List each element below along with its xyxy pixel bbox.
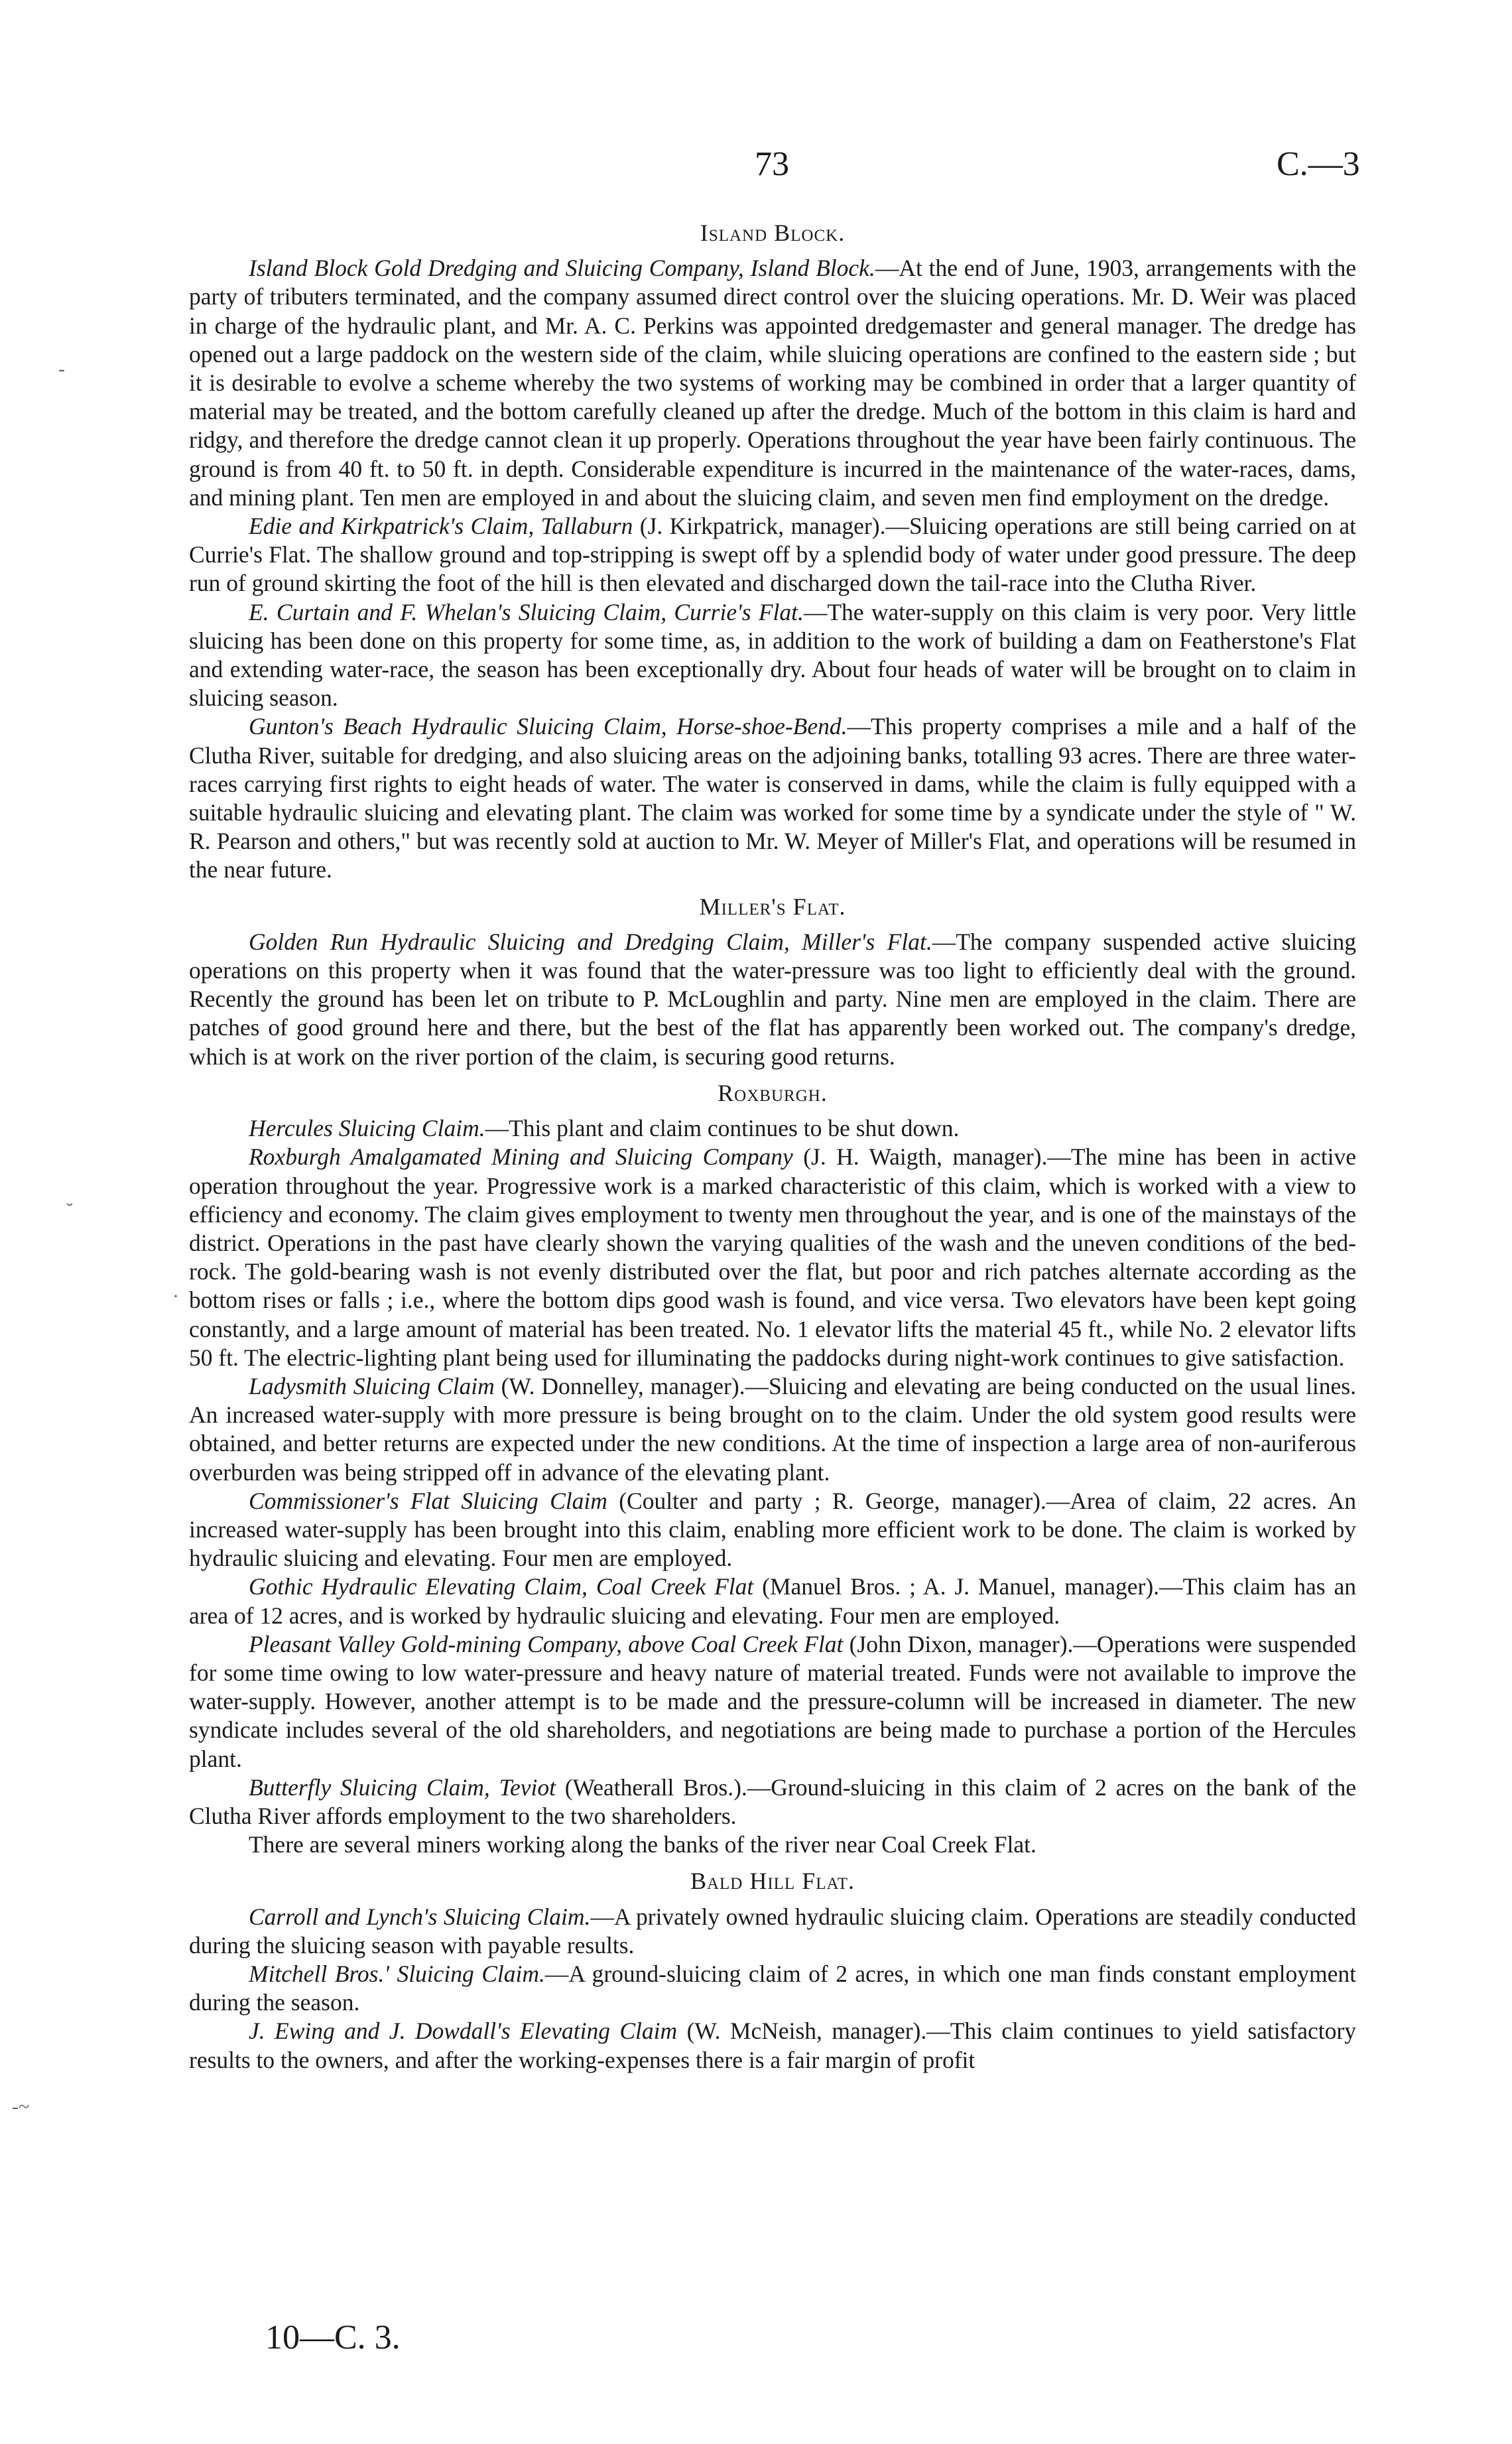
margin-mark: - <box>58 358 65 380</box>
paragraph <box>189 2017 1356 2074</box>
paragraph-text: —This plant and claim continues to be shut down. <box>485 1115 960 1142</box>
claim-name: Carroll and Lynch's Sluicing Claim. <box>249 1903 591 1930</box>
claim-name: Butterfly Sluicing Claim, Teviot <box>249 1773 556 1801</box>
paragraph <box>189 1630 1356 1773</box>
claim-name: Island Block Gold Dredging and Sluicing Company, Island Block. <box>249 255 875 282</box>
document-reference: C.—3 <box>1277 145 1360 183</box>
margin-mark: ˘ <box>66 1199 73 1221</box>
paragraph-text: (W. McNeish, manager).—This claim continues to yield satisfactory results to the owners, and after the working-expenses there is a fair margin of profit <box>189 2018 1356 2073</box>
claim-name: J. Ewing and J. Dowdall's Elevating Claim <box>249 2018 678 2045</box>
claim-name: Golden Run Hydraulic Sluicing and Dredging Claim, Miller's Flat. <box>249 928 932 955</box>
paragraph <box>189 1903 1356 1960</box>
section-heading: Bald Hill Flat. <box>690 1868 855 1895</box>
claim-name: Edie and Kirkpatrick's Claim, Tallaburn <box>249 513 633 540</box>
paragraph-text: (J. Kirkpatrick, manager).—Sluicing operations are still being carried on at Currie's Flat. The shallow ground and top-stripping is swept off by a splendid body of water under good pressure. The deep run of ground skirting the foot of the hill is then elevated and discharged down the tail-race into the Clutha River. <box>189 513 1356 597</box>
paragraph <box>189 928 1356 1071</box>
paragraph-text: (John Dixon, manager).—Operations were suspended for some time owing to low water-pressure and heavy nature of material treated. Funds were not available to improve the water-supply. However, another attempt is to be made and the pressure-column will be increased in diameter. The new syndicate includes several of the old shareholders, and negotiations are being made to purchase a portion of the Hercules plant. <box>189 1630 1357 1772</box>
paragraph <box>189 512 1356 598</box>
section-heading: Roxburgh. <box>718 1079 828 1106</box>
paragraph-text: (Weatherall Bros.).—Ground-sluicing in this claim of 2 acres on the bank of the Clutha River affords employment to the two shareholders. <box>189 1773 1356 1829</box>
paragraph-text: —The company suspended active sluicing operations on this property when it was found that the water-pressure was too light to efficiently deal with the ground. Recently the ground has been let on tribute to P. McLoughlin and party. Nine men are employed in the claim. There are patches of good ground here and there, but the best of the flat has apparently been worked out. The company's dredge, which is at work on the river portion of the claim, is securing good returns. <box>189 928 1357 1070</box>
paragraph <box>189 1573 1356 1630</box>
paragraph-text: —At the end of June, 1903, arrangements with the party of tributers terminated, and the company assumed direct control over the sluicing operations. Mr. D. Weir was placed in charge of the hydraulic plant, and Mr. A. C. Perkins was appointed dredgemaster and general manager. The dredge has opened out a large paddock on the western side of the claim, while sluicing operations are confined to the eastern side ; but it is desirable to evolve a scheme whereby the two systems of working may be combined in order that a larger quantity of material may be treated, and the bottom carefully cleaned up after the dredge. Much of the bottom in this claim is hard and ridgy, and therefore the dredge cannot clean it up properly. Operations throughout the year have been fairly continuous. The ground is from 40 ft. to 50 ft. in depth. Considerable expenditure is incurred in the maintenance of the water-races, dams, and mining plant. Ten men are employed in and about the sluicing claim, and seven men find employment on the dredge. <box>189 255 1356 511</box>
claim-name: Gunton's Beach Hydraulic Sluicing Claim, Horse-shoe-Bend. <box>249 713 848 740</box>
paragraph-text: (Manuel Bros. ; A. J. Manuel, manager).—This claim has an area of 12 acres, and is worked by hydraulic sluicing and elevating. Four men are employed. <box>189 1573 1356 1629</box>
document-body <box>189 211 1356 2075</box>
paragraph <box>189 712 1356 884</box>
paragraph <box>189 598 1356 713</box>
paragraph <box>189 1960 1356 2017</box>
claim-name: E. Curtain and F. Whelan's Sluicing Claim, Currie's Flat. <box>249 598 804 625</box>
paragraph-text: —This property comprises a mile and a half of the Clutha River, suitable for dredging, and also sluicing areas on the adjoining banks, totalling 93 acres. There are three water-races carrying first rights to eight heads of water. The water is conserved in dams, while the claim is fully equipped with a suitable hydraulic sluicing and elevating plant. The claim was worked for some time by a syndicate under the style of " W. R. Pearson and others," but was recently sold at auction to Mr. W. Meyer of Miller's Flat, and operations will be resumed in the near future. <box>189 713 1356 883</box>
claim-name: Gothic Hydraulic Elevating Claim, Coal Creek Flat <box>249 1573 754 1600</box>
claim-name: Commissioner's Flat Sluicing Claim <box>249 1487 607 1514</box>
footer-signature: 10—C. 3. <box>265 2319 401 2356</box>
paragraph-text: —The water-supply on this claim is very poor. Very little sluicing has been done on this property for some time, as, in addition to the work of building a dam on Featherstone's Flat and extending water-race, the season has been exceptionally dry. About four heads of water will be brought on to claim in sluicing season. <box>189 598 1356 712</box>
margin-mark: -~ <box>12 2096 30 2118</box>
page-number: 73 <box>755 145 789 183</box>
paragraph-text: —A privately owned hydraulic sluicing claim. Operations are steadily conducted during the sluicing season with payable results. <box>189 1903 1356 1959</box>
claim-name: Hercules Sluicing Claim. <box>249 1115 485 1142</box>
paragraph-text: (Coulter and party ; R. George, manager).—Area of claim, 22 acres. An increased water-supply has been brought into this claim, enabling more efficient work to be done. The claim is worked by hydraulic sluicing and elevating. Four men are employed. <box>189 1487 1356 1572</box>
paragraph <box>189 1372 1356 1487</box>
paragraph-text: (J. H. Waigth, manager).—The mine has been in active operation throughout the year. Progressive work is a marked characteristic of this claim, which is worked with a view to efficiency and economy. The claim gives employment to twenty men throughout the year, and is one of the mainstays of the district. Operations in the past have clearly shown the varying qualities of the wash and the uneven conditions of the bed-rock. The gold-bearing wash is not evenly distributed over the flat, but poor and rich patches alternate according as the bottom rises or falls ; i.e., where the bottom dips good wash is found, and vice versa. Two elevators have been kept going constantly, and a large amount of material has been treated. No. 1 elevator lifts the material 45 ft., while No. 2 elevator lifts 50 ft. The electric-lighting plant being used for illuminating the paddocks during night-work continues to give satisfaction. <box>189 1143 1356 1371</box>
paragraph-text: (W. Donnelley, manager).—Sluicing and elevating are being conducted on the usual lines. An increased water-supply with more pressure is being brought on to the claim. Under the old system good results were obtained, and better returns are expected under the new conditions. At the time of inspection a large area of non-auriferous overburden was being stripped off in advance of the elevating plant. <box>189 1372 1356 1486</box>
paragraph-text: There are several miners working along the banks of the river near Coal Creek Flat. <box>249 1831 1037 1858</box>
paragraph <box>189 1831 1356 1859</box>
claim-name: Pleasant Valley Gold-mining Company, above Coal Creek Flat <box>249 1630 844 1657</box>
paragraph <box>189 1143 1356 1372</box>
claim-name: Ladysmith Sluicing Claim <box>249 1372 495 1399</box>
section-heading: Island Block. <box>700 220 846 246</box>
paragraph <box>189 1114 1356 1143</box>
claim-name: Roxburgh Amalgamated Mining and Sluicing Company <box>249 1143 793 1171</box>
paragraph <box>189 1487 1356 1573</box>
margin-mark: · <box>172 1285 179 1307</box>
section-heading: Miller's Flat. <box>699 893 846 920</box>
claim-name: Mitchell Bros.' Sluicing Claim. <box>249 1960 545 1987</box>
paragraph-text: —A ground-sluicing claim of 2 acres, in which one man finds constant employment during the season. <box>189 1960 1356 2016</box>
paragraph <box>189 254 1356 512</box>
paragraph <box>189 1773 1356 1831</box>
